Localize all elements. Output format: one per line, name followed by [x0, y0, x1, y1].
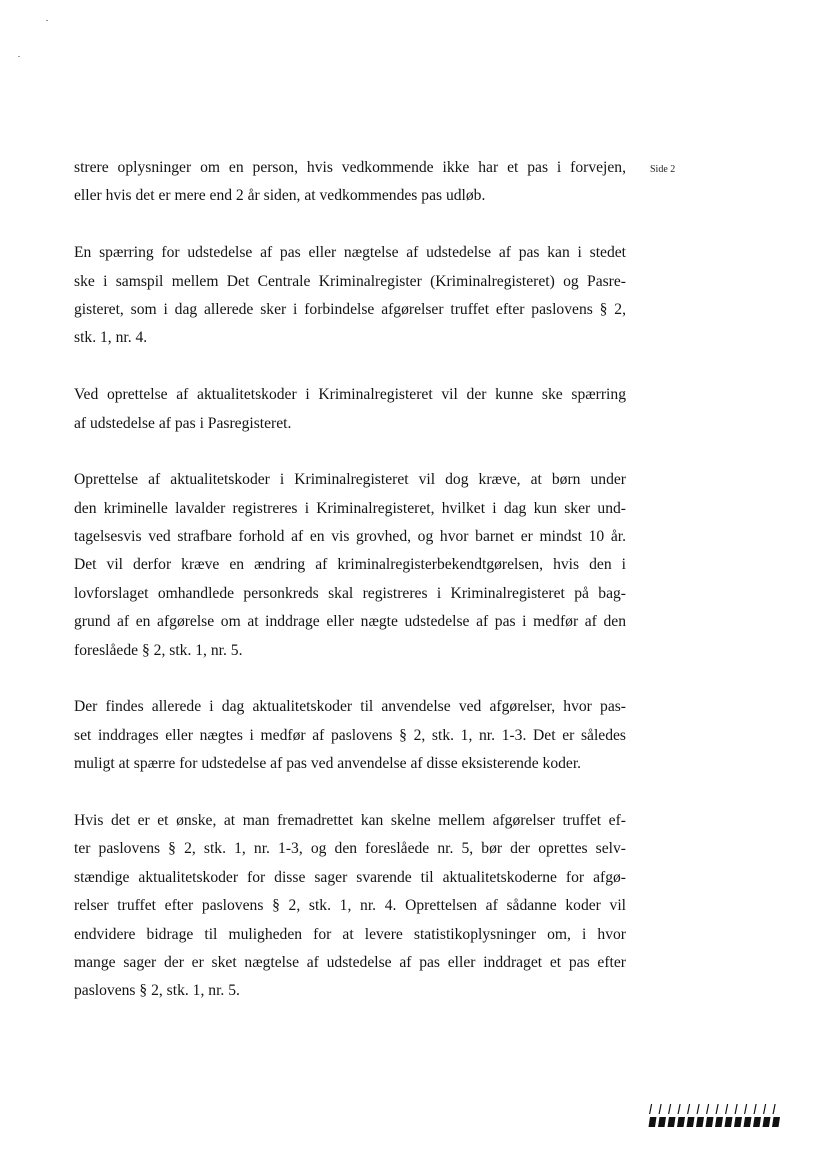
- text-line: strere oplysninger om en person, hvis vedkommende ikke har et pas i forvejen,: [74, 159, 626, 176]
- scan-speck: [18, 56, 20, 57]
- text-line: endvidere bidrage til muligheden for at levere statistikoplysninger om, i hvor: [74, 925, 626, 943]
- barcode-bottom-bar: [744, 1117, 752, 1127]
- text-line: lovforslaget omhandlede personkreds skal registreres i Kriminalregisteret på bag-: [74, 584, 626, 602]
- text-line: muligt at spærre for udstedelse af pas ved anvendelse af disse eksisterende koder.: [74, 755, 582, 773]
- barcode-bottom-bar: [706, 1117, 714, 1127]
- page-number: Side 2: [650, 164, 676, 175]
- barcode-bottom-bar: [687, 1117, 695, 1127]
- paragraph: [74, 154, 626, 211]
- text-line: Der findes allerede i dag aktualitetskoder til anvendelse ved afgørelser, hvor pas-: [74, 698, 626, 716]
- text-line: den kriminelle lavalder registreres i Kriminalregisteret, hvilket i dag kun sker und-: [74, 499, 626, 517]
- paragraph: [74, 381, 626, 438]
- barcode-top-bar: [725, 1104, 728, 1114]
- barcode-bottom-bar: [734, 1117, 742, 1127]
- paragraph: [74, 239, 626, 353]
- barcode-top-bar: [687, 1104, 690, 1114]
- text-line: En spærring for udstedelse af pas eller nægtelse af udstedelse af pas kan i stedet: [74, 244, 626, 262]
- paragraph-gap: [74, 353, 626, 381]
- text-line: Det vil derfor kræve en ændring af kriminalregisterbekendtgørelsen, hvis den i: [74, 556, 626, 574]
- barcode-top-bar: [668, 1104, 671, 1114]
- barcode-top-bar: [649, 1104, 652, 1114]
- barcode-top-bar: [659, 1104, 662, 1114]
- text-line: ter paslovens § 2, stk. 1, nr. 1-3, og den foreslåede nr. 5, bør der oprettes selv-: [74, 840, 626, 858]
- text-line: tagelsesvis ved strafbare forhold af en vis grovhed, og hvor barnet er mindst 10 år.: [74, 528, 626, 546]
- text-line: set inddrages eller nægtes i medfør af paslovens § 2, stk. 1, nr. 1-3. Det er således: [74, 726, 626, 744]
- barcode-top-bar: [754, 1104, 757, 1114]
- barcode-bottom-bar: [696, 1117, 704, 1127]
- text-line: Oprettelse af aktualitetskoder i Kriminalregisteret vil dog kræve, at børn under: [74, 471, 626, 489]
- barcode-bottom-bar: [649, 1117, 657, 1127]
- barcode-bottom-bar: [668, 1117, 676, 1127]
- barcode: [646, 1100, 782, 1130]
- paragraph: [74, 807, 626, 1006]
- barcode-top-bar: [735, 1104, 738, 1114]
- text-line: grund af en afgørelse om at inddrage eller nægte udstedelse af pas i medfør af den: [74, 613, 626, 631]
- paragraph: [74, 693, 626, 778]
- barcode-top-bar: [706, 1104, 709, 1114]
- barcode-bottom-bar: [772, 1117, 780, 1127]
- barcode-bottom-bar: [725, 1117, 733, 1127]
- barcode-bottom-bar: [763, 1117, 771, 1127]
- text-line: gisteret, som i dag allerede sker i forbindelse afgørelser truffet efter paslovens § 2,: [74, 300, 626, 318]
- barcode-top-bar: [678, 1104, 681, 1114]
- document-body: [74, 154, 626, 1006]
- barcode-bottom-bar: [715, 1117, 723, 1127]
- barcode-bottom-bar: [677, 1117, 685, 1127]
- barcode-top-bar: [773, 1104, 776, 1114]
- text-line: relser truffet efter paslovens § 2, stk. 1, nr. 4. Oprettelsen af sådanne koder vil: [74, 897, 626, 915]
- text-line: ske i samspil mellem Det Centrale Kriminalregister (Kriminalregisteret) og Pasre-: [74, 272, 626, 290]
- barcode-top-bar: [744, 1104, 747, 1114]
- text-line: stændige aktualitetskoder for disse sager svarende til aktualitetskoderne for afgø-: [74, 868, 626, 886]
- text-line: Ved oprettelse af aktualitetskoder i Kriminalregisteret vil der kunne ske spærring: [74, 386, 626, 404]
- text-line: af udstedelse af pas i Pasregisteret.: [74, 414, 292, 432]
- barcode-top-bar: [716, 1104, 719, 1114]
- paragraph-gap: [74, 211, 626, 239]
- text-line: eller hvis det er mere end 2 år siden, at vedkommendes pas udløb.: [74, 187, 486, 205]
- text-line: paslovens § 2, stk. 1, nr. 5.: [74, 982, 240, 1000]
- text-line: Hvis det er et ønske, at man fremadrettet kan skelne mellem afgørelser truffet ef-: [74, 811, 626, 829]
- barcode-bottom-bar: [753, 1117, 761, 1127]
- paragraph-gap: [74, 779, 626, 807]
- text-line: mange sager der er sket nægtelse af udstedelse af pas eller inddraget et pas efter: [74, 953, 626, 971]
- barcode-top-bar: [763, 1104, 766, 1114]
- text-line: stk. 1, nr. 4.: [74, 329, 148, 347]
- barcode-top-bar: [697, 1104, 700, 1114]
- paragraph: [74, 466, 626, 665]
- paragraph-gap: [74, 665, 626, 693]
- paragraph-gap: [74, 438, 626, 466]
- text-line: foreslåede § 2, stk. 1, nr. 5.: [74, 641, 243, 659]
- barcode-bottom-bar: [658, 1117, 666, 1127]
- scan-speck: [46, 20, 48, 21]
